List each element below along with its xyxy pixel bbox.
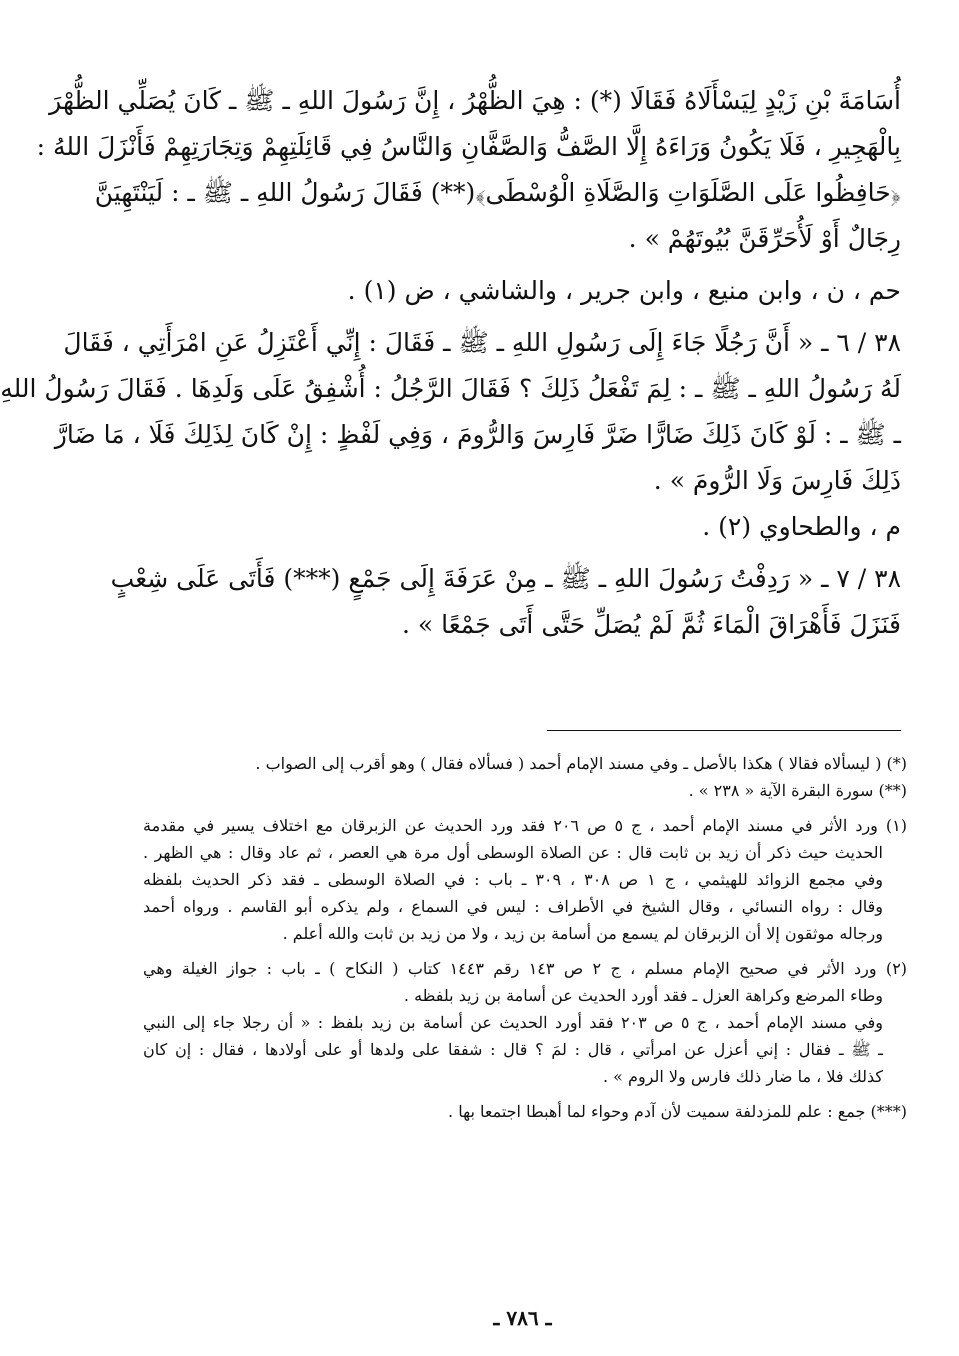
hadith-7-line: فَنَزَلَ فَأَهْرَاقَ الْمَاءَ ثُمَّ لَمْ يُصَلِّ حَتَّى أَتَى جَمْعًا » . xyxy=(401,610,901,639)
footnote-line: الحديث حيث ذكر أن زيد بن ثابت قال : عن الصلاة الوسطى أول مرة هي العصر ، ثم عاد وقال : هي الظهر . xyxy=(143,843,883,862)
hadith-6-line: ذَلِكَ فَارِسَ وَلَا الرُّومَ » . xyxy=(653,466,901,495)
main-line: بِالْهَجِيرِ ، فَلَا يَكُونُ وَرَاءَهُ إِلَّا الصَّفُّ وَالصَّفَّانِ وَالنَّاسُ فِي قَائِلَتِهِمْ وَتِجَارَتِهِمْ فَأَنْزَلَ اللهُ : xyxy=(36,132,901,161)
footnote-line: (**) سورة البقرة الآية « ٢٣٨ » . xyxy=(688,781,907,800)
footnote-line: (١) ورد الأثر في مسند الإمام أحمد ، ج ٥ ص ٢٠٦ فقد ورد الحديث عن الزبرقان مع اختلاف يسير في مقدمة xyxy=(143,816,907,835)
main-text-block xyxy=(0,78,901,648)
footnote-separator xyxy=(547,730,901,731)
footnote-line: (٢) ورد الأثر في صحيح الإمام مسلم ، ج ٢ ص ١٤٣ رقم ١٤٤٣ كتاب ( النكاح ) ـ باب : جواز الغيلة وهي xyxy=(143,959,908,978)
main-line: رِجَالٌ أَوْ لَأُحَرِّقَنَّ بُيُوتَهُمْ » . xyxy=(628,224,901,253)
hadith-6-line: ـ ﷺ ـ : لَوْ كَانَ ذَلِكَ ضَارًّا ضَرَّ فَارِسَ وَالرُّومَ ، وَفِي لَفْظٍ : إِنْ كَانَ لِذَلِكَ فَلَا ، مَا ضَارَّ xyxy=(54,420,901,449)
page-number: ـ ٧٨٦ ـ xyxy=(493,1306,552,1330)
main-line: أُسَامَةَ بْنِ زَيْدٍ لِيَسْأَلَاهُ فَقَالَا (*) : هِيَ الظُّهْرُ ، إِنَّ رَسُولَ اللهِ ـ ﷺ ـ كَانَ يُصَلِّي الظُّهْرَ xyxy=(49,86,901,115)
footnote-line: وفي مسند الإمام أحمد ، ج ٥ ص ٢٠٣ فقد أورد الحديث عن أسامة بن زيد بلفظ : « أن رجلا جاء إلى النبي xyxy=(143,1013,883,1032)
main-line: ﴿حَافِظُوا عَلَى الصَّلَوَاتِ وَالصَّلَاةِ الْوُسْطَى﴾(**) فَقَالَ رَسُولُ اللهِ ـ ﷺ ـ : لَيَنْتَهِيَنَّ xyxy=(94,178,901,207)
citation-line: م ، والطحاوي (٢) . xyxy=(702,512,901,541)
citation-line: حم ، ن ، وابن منيع ، وابن جرير ، والشاشي ، ض (١) . xyxy=(347,276,901,305)
footnote-line: ورجاله موثقون إلا أن الزبرقان لم يسمع من أسامة بن زيد ، ولا من زيد بن ثابت والله أعلم . xyxy=(282,924,883,943)
footnotes-block xyxy=(143,750,907,1125)
footnote-line: وقال : رواه النسائي ، وقال الشيخ في الأطراف : ليس في السماع ، ولم يذكره أبو القاسم . ورواه أحمد xyxy=(143,897,883,916)
footnote-line: وطاء المرضع وكراهة العزل ـ فقد أورد الحديث عن أسامة بن زيد بلفظه . xyxy=(403,986,883,1005)
footnote-line: وفي مجمع الزوائد للهيثمي ، ج ١ ص ٣٠٨ ، ٣٠٩ ـ باب : في الصلاة الوسطى ـ فقد ذكر الحديث بلفظه xyxy=(143,870,884,889)
hadith-7-line: ٣٨ / ٧ ـ « رَدِفْتُ رَسُولَ اللهِ ـ ﷺ ـ مِنْ عَرَفَةَ إِلَى جَمْعٍ (***) فَأَتَى عَلَى شِعْبٍ xyxy=(110,564,901,593)
footnote-line: (***) جمع : علم للمزدلفة سميت لأن آدم وحواء لما أهبطا اجتمعا بها . xyxy=(448,1102,907,1121)
hadith-6-line: ٣٨ / ٦ ـ « أَنَّ رَجُلًا جَاءَ إِلَى رَسُولِ اللهِ ـ ﷺ ـ فَقَالَ : إِنِّي أَعْتَزِلُ عَنِ امْرَأَتِي ، فَقَالَ xyxy=(63,328,901,357)
footnote-line: كذلك فلا ، ما ضار ذلك فارس ولا الروم » . xyxy=(603,1067,883,1086)
footnote-line: (*) ( ليسألاه فقالا ) هكذا بالأصل ـ وفي مسند الإمام أحمد ( فسألاه فقال ) وهو أقرب إلى الصواب . xyxy=(255,754,907,773)
footnote-line: ـ ﷺ ـ فقال : إني أعزل عن امرأتي ، قال : لمَ ؟ قال : شفقا على ولدها أو على أولادها ، فقال : إن كان xyxy=(143,1040,883,1059)
hadith-6-line: لَهُ رَسُولُ اللهِ ـ ﷺ ـ : لِمَ تَفْعَلُ ذَلِكَ ؟ فَقَالَ الرَّجُلُ : أُشْفِقُ عَلَى وَلَدِهَا . فَقَالَ رَسُولُ اللهِ xyxy=(0,374,901,403)
